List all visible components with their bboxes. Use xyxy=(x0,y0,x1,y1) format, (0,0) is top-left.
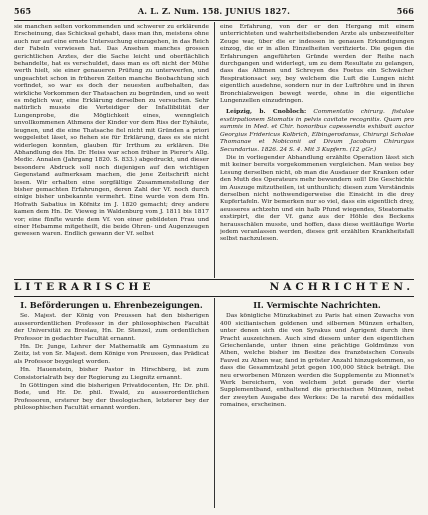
news-item: Hn. Hauenstein, bisher Pastor in Hirschberg, ist zum Consistorialrath bey der Regierung zu Liegnitz ernannt. xyxy=(14,367,209,381)
top-right-column xyxy=(220,24,414,278)
entry-title: Commentatio chirurg. fistulae exstirpationem Stomatis in pelvis cavitate recognitis. Quam pro summis in Med. et Chir. honoribus capessendis exhibuit auctor Georgius Fridericus Kolbrich, Elbingerodanus, Chirurgi Scholae Thomanae et Nobiconii ad Divum Jacobum Chirurgus Secundarius. 1826. 24 S. 4. Mit 3 Kupfern. (12 gGr.) xyxy=(220,109,414,153)
miscellaneous-heading: II. Vermischte Nachrichten. xyxy=(253,300,381,310)
news-item: Das königliche Münzkabinet zu Paris hat einen Zuwachs von 400 sicilianischen goldenen und silbernen Münzen erhalten, unter denen sich die von Syrakus und Agrigent durch ihre Pracht auszeichnen. Auch sind diesem unter den eigentlichen Griechenlande, unter ihnen eine prächtige Goldmünze von Athen, welche bisher im Besitze des französischen Consuls Fauvel zu Athen war, fand in gröster Anzahl hinzugekommen, so dass die Gesammtzahl jetzt gegen 100,000 Stück beträgt. Die neu erworbenen Münzen werden die Supplemente zu Mionnet's Werk bereichern, von welchem jetzt gerade der vierte Supplementband, enthaltend die griechischen Münzen, nebst der zweyten Ausgabe des Werkes: De la rareté des médailles romaines, erscheinen. xyxy=(220,313,414,409)
column-divider-bottom xyxy=(214,298,215,508)
review-paragraph: sie manchen selten vorkommenden und schwerer zu erklärende Erscheinung, das Schicksal gehabt, dass man ihn, meistens ohne auch nur auf eine ernste Untersuchung einzugehen, in das Reich der Fabeln verwiesen hat. Das Ansehen manches grossen gerichtlichen Arztes, der die Sache leicht und oberflächlich behandelte, hat es verschuldet, dass man es oft nicht der Mühe werth hielt, sie einer genaueren Prüfung zu unterwerfen, und ungeachtet schon in früheren Zeiten manche Beobachtung sich vorfindet, so war es doch der neuesten aufbehalten, das wirkliche Vorkommen der Thatsachen zu begründen, und so weit es möglich war, eine Erklärung derselben zu versuchen. Sehr natürlich musste die Verteidiger der Infallibilität der Lungenprobe, die Möglichkeit eines, wenngleich unvollkommenen Athmens der Kinder vor dem Riss der Eyhäute, leugnen, und die eine Thatsache fiel nicht mit Gründen a priori weggeleitet läset, so fiehen sie für Erklärung, dass es sie nicht widerlegen konnten, glauben für Irrthum zu erklären. Die Abhandlung des Hn. Dr. Heiss war schon früher in Pierer's Allg. Medic. Annalen (Jahrgang 1820. S. 833.) abgedruckt, und dieser besondere Abdruck soll noch diejenigen auf den wichtigen Gegenstand aufmerksam machen, die jene Zeitschrift nicht lesen. Wir erhalten eine sorgfältige Zusammenstellung der bisher gemachten Erfahrungen, deren Zahl der Vf. noch durch einige bisher unbekannte vermehrt. Eine wurde von dem Hn. Hofrath Sabatius in Köfnitz im J. 1820 gemacht; drey andere kamen dem Hn. Dr. Vieweg in Waldenburg vom J. 1811 bis 1817 vor; eine fünfte wurde dem Vf. von einer gebildeten Frau und einer Hebamme mitgetheilt, die beide Ohren- und Augenzeugen gewesen waren. Endlich gewann der Vf. selbst xyxy=(14,24,209,238)
news-item: In Göttingen sind die bisherigen Privatdocenten, Hr. Dr. phil. Bode, und Hr. Dr. phil. Ewald, zu ausserordentlichen Professoren, ersterer bey der theologischen, letzterer bey der philosophischen Facultät ernannt worden. xyxy=(14,383,209,412)
entry-place-publisher: Leipzig, b. Cnobloch: xyxy=(226,108,307,116)
bottom-right-column xyxy=(220,300,414,508)
header-rule xyxy=(14,20,414,21)
section-rule-top xyxy=(14,279,414,280)
top-left-column xyxy=(14,24,209,278)
news-item: Se. Majest. der König von Preussen hat den bisherigen ausserordentlichen Professor in der philosophischen Facultät der Universität zu Breslau, Hn. Dr. Stenzel, zum ordentlichen Professor in gedachter Facultät ernannt. xyxy=(14,313,209,342)
section-heading-left: LITERARISCHE xyxy=(14,281,155,293)
section-heading xyxy=(14,281,414,293)
review-paragraph-cont: eine Erfahrung, von der er den Hergang mit einem unterrichteten und wahrheitsliebenden Arzte als unbezweifelter Zeuge war, über die er indessen in genauen Erkundigungen einzog, die er in allen Einzelheiten verifizierte. Die gegen die Erfahrungen angeführten Gründe werden der Reihe nach durchgangen und widerlegt, um zu dem Resultate zu gelangen, dass das Athmen und Schreyen des Foetus ein Schwächer Respirationsact sey, bey welchem die Luft die Lungen nicht eigentlich ausdehne, sondern nur in der Luftröhre und in ihren Bronchialzweigen bewegt werde, ohne in die eigentliche Lungenzellen einzudringen. xyxy=(220,24,414,105)
news-item: Hn. Dr. Junge, Lehrer der Mathematik am Gymnasium zu Zeitz, ist von Sr. Majest. dem Könige von Preussen, das Prädicat als Professor beygelegt worden. xyxy=(14,344,209,365)
review-paragraph-2: Die in vorliegender Abhandlung erzählte Operation lässt sich mit keiner bereits vorgekommenen vergleichen. Man weiss bey Lesung derselben nicht, ob man die Ausdauer der Kranken oder den Muth des Operateurs mehr bewundern soll! Die Geschichte im Auszuge mitzutheilen, ist unthunlich; diesen zum Verständnis derselben nicht nothwendigerweise die Einsicht in die drey Kupfertafeln. Wir bemerken nur so viel, dass ein eigentlich drey, aeusseres achtzehn und ein halb Pfund wiegendes, Steatomatis exstirpirt, die der Vf. ganz aus der Höhle des Beckens herausschälen musste, und hoffen, dass diese weitläufige Worte jedem veranlassen werden, dieses grit erzählten Krankheitsfall selbst nachzulesen. xyxy=(220,154,414,243)
page-number-left: 565 xyxy=(14,6,32,16)
promotions-heading: I. Beförderungen u. Ehrenbezeigungen. xyxy=(20,300,203,310)
column-divider-top xyxy=(214,22,215,278)
running-title: A. L. Z. Num. 158. JUNIUS 1827. xyxy=(137,6,291,16)
book-entry xyxy=(220,108,414,153)
page-number-right: 566 xyxy=(396,6,414,16)
section-rule-bottom xyxy=(14,296,414,297)
page-header xyxy=(14,6,414,18)
section-heading-right: NACHRICHTEN. xyxy=(269,281,414,293)
bottom-left-column xyxy=(14,300,209,508)
